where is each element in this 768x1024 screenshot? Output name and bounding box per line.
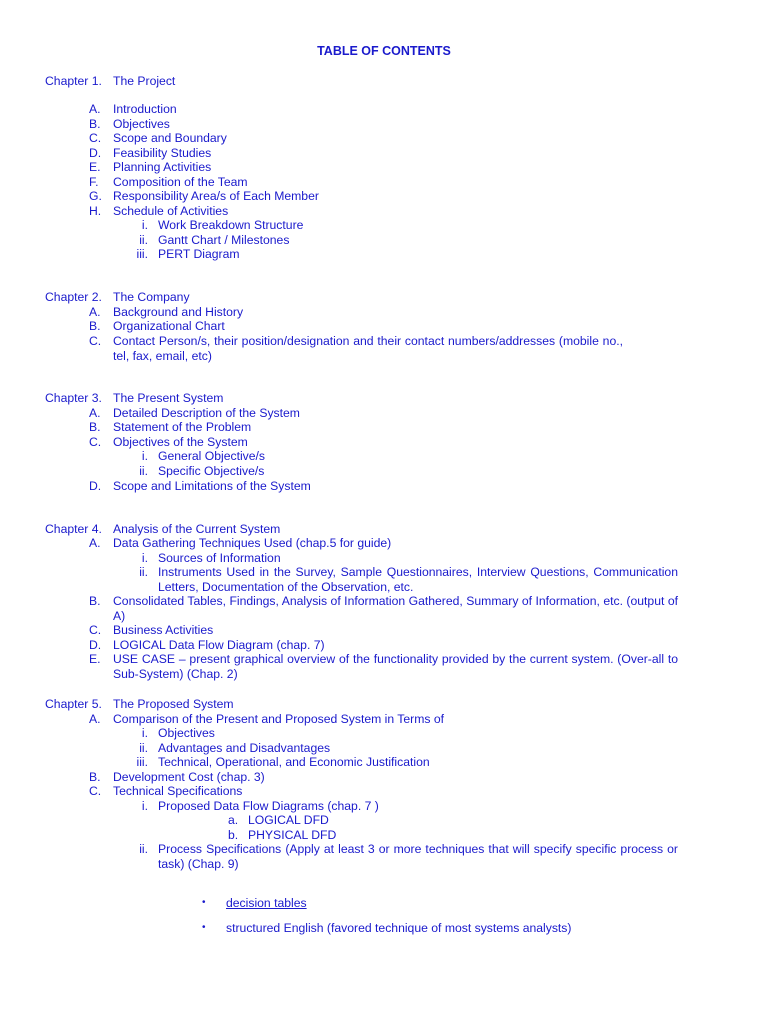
toc-subitem: ii. Instruments Used in the Survey, Sample Questionnaires, Interview Questions, Communication Letters, Documentation of the Observation, etc. xyxy=(139,565,678,594)
chapter-title: The Company xyxy=(113,290,190,304)
bullet-text: decision tables xyxy=(226,896,307,910)
chapter-title: The Proposed System xyxy=(113,697,234,711)
chapter-number: Chapter 5. xyxy=(45,697,102,711)
toc-item: B. Consolidated Tables, Findings, Analysis of Information Gathered, Summary of Information, etc. (output of A) xyxy=(89,594,678,623)
bullet-icon: • xyxy=(202,897,206,908)
toc-item: E. USE CASE – present graphical overview of the functionality provided by the current system. (Over-all to Sub-System) (Chap. 2) xyxy=(89,652,678,681)
chapter-title: The Present System xyxy=(113,391,224,405)
chapter-number: Chapter 3. xyxy=(45,391,102,405)
chapter-number: Chapter 2. xyxy=(45,290,102,304)
chapter-title: The Project xyxy=(113,74,176,88)
chapter-number: Chapter 1. xyxy=(45,74,102,88)
toc-subitem: ii. Process Specifications (Apply at least 3 or more techniques that will specify specific process or task) (Chap. 9) xyxy=(139,842,678,871)
chapter-title: Analysis of the Current System xyxy=(113,522,281,536)
bullet-icon: • xyxy=(202,922,206,933)
page-title: TABLE OF CONTENTS xyxy=(317,44,451,58)
toc-item: C. Contact Person/s, their position/designation and their contact numbers/addresses (mobile no., tel, fax, email, etc) xyxy=(89,334,623,363)
bullet-text: structured English (favored technique of most systems analysts) xyxy=(226,921,572,935)
chapter-number: Chapter 4. xyxy=(45,522,102,536)
